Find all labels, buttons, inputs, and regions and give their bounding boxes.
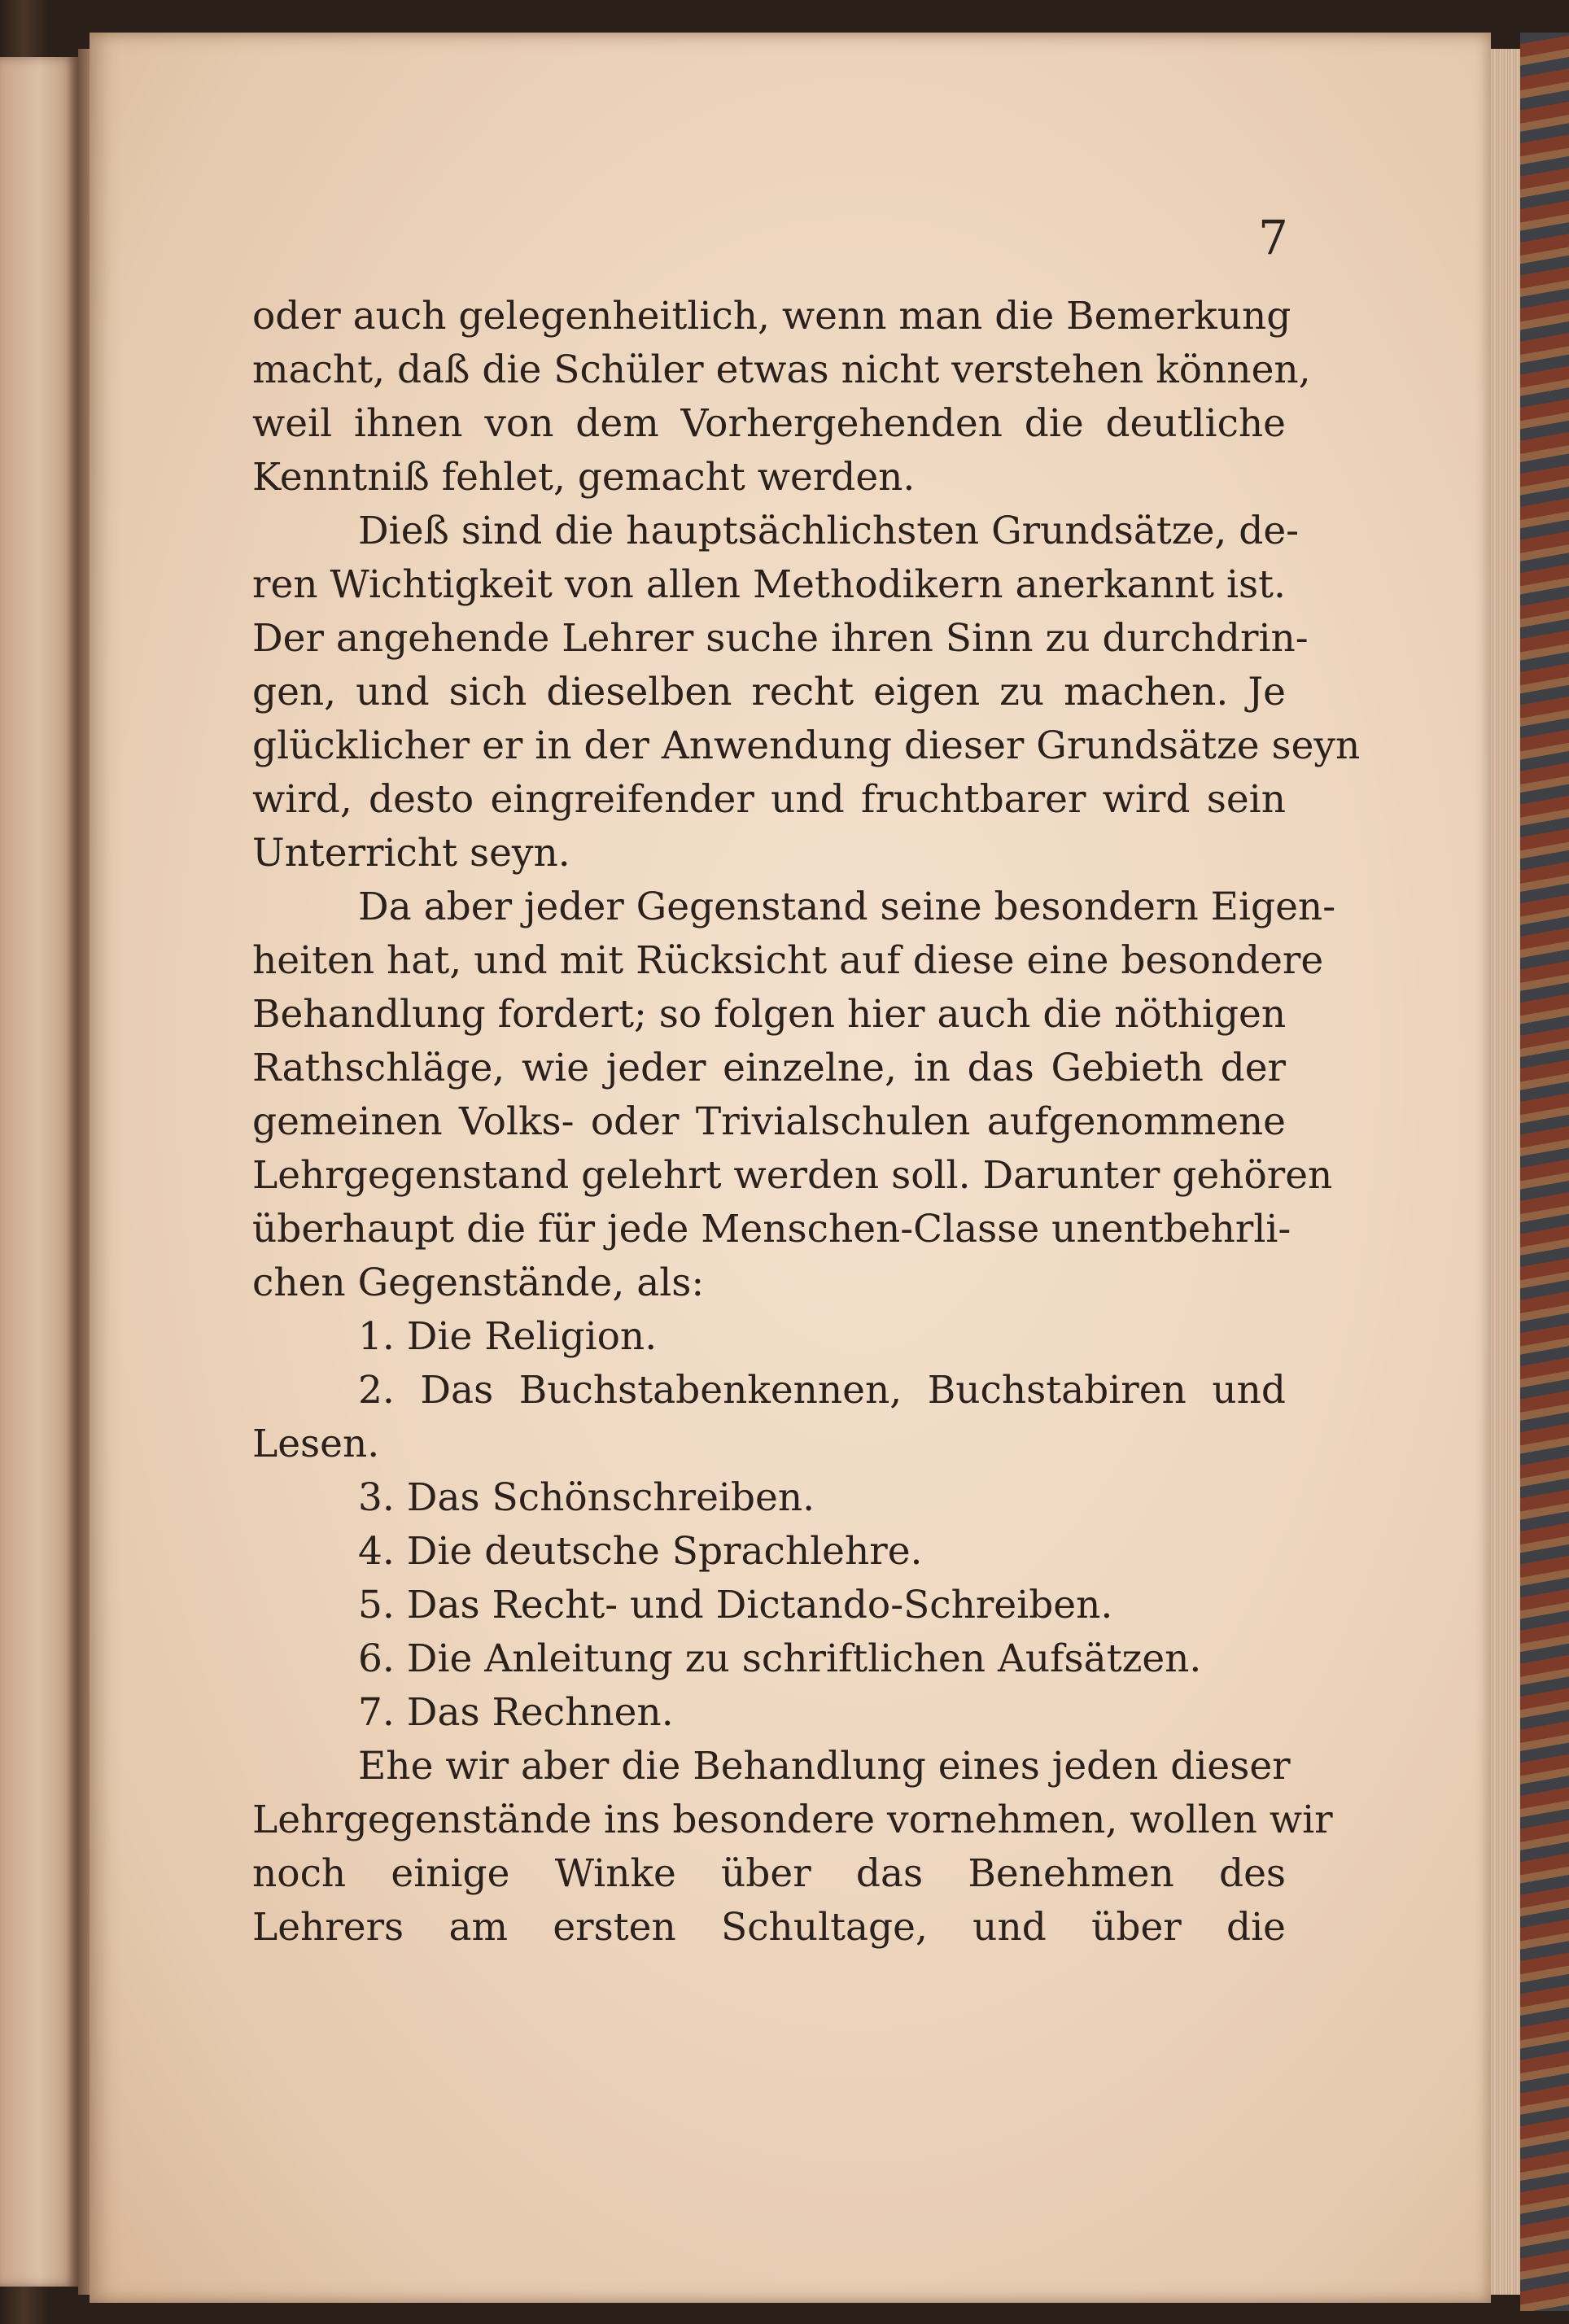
- page-edges: [1491, 49, 1520, 2295]
- text-line: glücklicher er in der Anwendung dieser Grundsätze seyn: [252, 723, 1361, 768]
- list-item: 3. Das Schönschreiben.: [358, 1475, 815, 1520]
- text-line: heiten hat, und mit Rücksicht auf diese eine besondere: [252, 938, 1324, 983]
- text-line: wird, desto eingreifender und fruchtbarer wird sein: [252, 777, 1286, 822]
- list-item: 7. Das Rechnen.: [358, 1690, 674, 1735]
- text-line: überhaupt die für jede Menschen-Classe unentbehrli-: [252, 1207, 1291, 1252]
- text-line: Behandlung fordert; so folgen hier auch die nöthigen: [252, 992, 1287, 1037]
- text-line: Lehrers am ersten Schultage, und über die: [252, 1905, 1286, 1950]
- list-item: 5. Das Recht- und Dictando-Schreiben.: [358, 1583, 1113, 1627]
- text-line: ren Wichtigkeit von allen Methodikern anerkannt ist.: [252, 562, 1286, 607]
- list-item: 2. Das Buchstabenkennen, Buchstabiren und: [358, 1368, 1286, 1413]
- text-line: chen Gegenstände, als:: [252, 1260, 705, 1305]
- text-line: gen, und sich dieselben recht eigen zu machen. Je: [252, 670, 1286, 714]
- text-line: noch einige Winke über das Benehmen des: [252, 1851, 1286, 1896]
- text-line: weil ihnen von dem Vorhergehenden die deutliche: [252, 401, 1286, 446]
- text-line: Ehe wir aber die Behandlung eines jeden dieser: [358, 1744, 1291, 1789]
- list-item: 4. Die deutsche Sprachlehre.: [358, 1529, 923, 1574]
- text-line: Lesen.: [252, 1422, 380, 1466]
- body-text: [252, 290, 1361, 1955]
- page-number: 7: [1258, 210, 1288, 265]
- text-line: Dieß sind die hauptsächlichsten Grundsätze, de-: [358, 509, 1300, 553]
- text-line: oder auch gelegenheitlich, wenn man die Bemerkung: [252, 294, 1291, 339]
- text-line: gemeinen Volks- oder Trivialschulen aufgenommene: [252, 1099, 1286, 1144]
- marbled-cover-edge: [1520, 33, 1569, 2311]
- text-line: Unterricht seyn.: [252, 831, 570, 876]
- text-line: Der angehende Lehrer suche ihren Sinn zu durchdrin-: [252, 616, 1309, 661]
- list-item: 6. Die Anleitung zu schriftlichen Aufsätzen.: [358, 1636, 1202, 1681]
- text-line: Lehrgegenstand gelehrt werden soll. Darunter gehören: [252, 1153, 1333, 1198]
- text-line: Lehrgegenstände ins besondere vornehmen, wollen wir: [252, 1798, 1333, 1842]
- text-line: macht, daß die Schüler etwas nicht verstehen können,: [252, 347, 1311, 392]
- text-line: Kenntniß fehlet, gemacht werden.: [252, 455, 916, 500]
- text-line: Da aber jeder Gegenstand seine besondern Eigen-: [358, 885, 1336, 929]
- list-item: 1. Die Religion.: [358, 1314, 658, 1359]
- left-page-edge: [0, 57, 78, 2287]
- text-line: Rathschläge, wie jeder einzelne, in das Gebieth der: [252, 1046, 1286, 1090]
